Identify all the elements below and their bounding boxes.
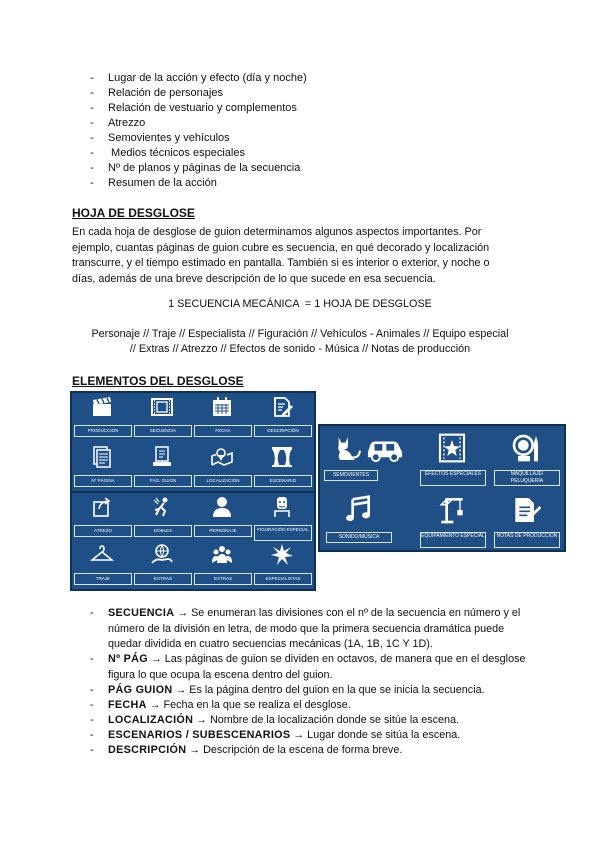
person-icon — [210, 495, 234, 519]
definition-text: Descripción de la escena de forma breve. — [200, 744, 403, 756]
element-traje — [72, 541, 132, 591]
element-figuracion-especial — [252, 493, 312, 543]
element-notas-produccion — [488, 488, 564, 558]
element-label: EXTRAS — [134, 573, 192, 585]
element-descripcion — [252, 393, 312, 443]
element-label: EXTRAS — [194, 573, 252, 585]
definition-term: FECHA — [108, 699, 147, 711]
element-extras-2 — [192, 541, 252, 591]
element-label: PERSONAJE — [194, 525, 252, 537]
definition-text: Fecha en la que se realiza el desglose. — [160, 699, 351, 711]
definition-term: LOCALIZACIÓN — [108, 714, 194, 726]
stage-curtain-icon — [270, 445, 294, 469]
map-icon — [210, 445, 234, 469]
element-label: EQUIPAMIENTO ESPECIAL — [420, 532, 486, 548]
definition-term: DESCRIPCIÓN — [108, 744, 187, 756]
arrow-glyph: → — [196, 714, 207, 726]
element-label: Nº PÁGINA — [74, 475, 132, 487]
pages-icon — [90, 445, 114, 469]
extras-icon — [150, 543, 174, 567]
notes-icon — [510, 494, 542, 526]
element-label: ESCENARIO — [254, 475, 312, 487]
explosion-icon — [270, 543, 294, 567]
element-label: MAQUILLAJE/ PELUQUERÍA — [494, 470, 560, 486]
arrow-glyph: → — [175, 684, 187, 696]
definition-text: Lugar donde se sitúa la escena. — [304, 729, 461, 741]
element-vehiculos — [360, 426, 416, 496]
element-equipamiento-especial — [414, 488, 490, 558]
element-fecha — [192, 393, 252, 443]
element-label: TRAJE — [74, 573, 132, 585]
hoja-equation: 1 SECUENCIA MECÁNICA = 1 HOJA DE DESGLOSE — [168, 298, 432, 310]
car-icon — [364, 432, 406, 464]
element-label: PÁG. GUION — [134, 475, 192, 487]
definition-term: SECUENCIA — [108, 607, 175, 619]
element-sonido-musica — [320, 488, 396, 558]
film-strip-icon — [150, 395, 174, 419]
share-icon — [90, 495, 114, 519]
definition-text: Es la página dentro del guion en la que se inicia la secuencia. — [186, 684, 485, 696]
definition-text: Las páginas de guion se dividen en octavos, de manera que en el desglose figura lo que ocupa la escena dentro del guion. — [108, 653, 526, 681]
elements-panel-2 — [320, 426, 564, 550]
arrow-glyph: → — [189, 744, 201, 756]
definition-term: PÁG GUION — [108, 684, 173, 696]
element-label: LOCALIZACIÓN — [194, 475, 252, 487]
element-label: FIGURACIÓN ESPECIAL — [254, 525, 312, 541]
stunt-icon — [150, 495, 174, 519]
arrow-glyph: → — [150, 653, 162, 665]
arrow-glyph: → — [149, 699, 161, 711]
element-personaje — [192, 493, 252, 543]
element-especialistas — [252, 541, 312, 591]
element-localizacion — [192, 443, 252, 493]
element-label: SONIDO/MÚSICA — [326, 532, 392, 543]
section-title-elementos: ELEMENTOS DEL DESGLOSE — [72, 374, 244, 388]
definition-item: - Nº PÁG → Las páginas de guion se dividen en octavos, de manera que en el desglose figura lo que ocupa la escena dentro del guion. — [90, 653, 526, 681]
section-title-hoja: HOJA DE DESGLOSE — [72, 206, 195, 220]
categories-line-1: Personaje // Traje // Especialista // Figuración // Vehículos - Animales // Equipo especial — [91, 328, 509, 340]
definition-text: Nombre de la localización donde se sitúe la escena. — [206, 714, 460, 726]
clapperboard-icon — [90, 395, 114, 419]
elements-panel-3 — [72, 493, 314, 589]
element-dobles — [132, 493, 192, 543]
definition-item: - SECUENCIA → Se enumeran las divisiones con el nº de la secuencia en número y el número de la división en letra, de modo que la primera secuencia dramática puede quedar dividida en cuatro secuencias mecánicas (1A, 1B, 1C Y 1D). — [90, 607, 521, 650]
edit-document-icon — [270, 395, 294, 419]
element-efectos-especiales — [414, 426, 490, 496]
element-label: DESCRIPCIÓN — [254, 425, 312, 437]
calendar-icon — [210, 395, 234, 419]
categories-line-2: // Extras // Atrezzo // Efectos de sonido - Música // Notas de producción — [129, 343, 471, 355]
element-n-pagina — [72, 443, 132, 493]
element-label: ESPECIALISTAS — [254, 573, 312, 585]
arrow-glyph: → — [293, 729, 305, 741]
element-label: SEMOVIENTES — [324, 470, 378, 481]
hanger-icon — [90, 543, 114, 567]
special-effects-icon — [436, 432, 468, 464]
crane-icon — [436, 494, 468, 526]
element-maquillaje — [488, 426, 564, 496]
element-label: FECHA — [194, 425, 252, 437]
element-produccion — [72, 393, 132, 443]
element-label: EFECTOS ESPECIALES — [420, 470, 486, 486]
element-escenario — [252, 443, 312, 493]
hoja-paragraph: En cada hoja de desglose de guion determinamos algunos aspectos importantes. Por ejemplo, cuantas páginas de guion cubre es secuencia, en qué decorado y localización transcurre, y el tiempo estimado en pantalla. También si es interior o exterior, y noche o días, además de una breve descripción de lo que sucede en esa secuencia. — [72, 226, 490, 285]
crowd-icon — [210, 543, 234, 567]
script-page-icon — [150, 445, 174, 469]
element-label: SECUENCIA — [134, 425, 192, 437]
element-label: DOBLES — [134, 525, 192, 537]
element-atrezo — [72, 493, 132, 543]
elements-panel-1 — [72, 393, 314, 493]
makeup-icon — [510, 432, 542, 464]
definition-term: ESCENARIOS / SUBESCENARIOS — [108, 729, 291, 741]
element-label: PRODUCCIÓN — [74, 425, 132, 437]
definition-text: Se enumeran las divisiones con el nº de la secuencia en número y el número de la división en letra, de modo que la primera secuencia dramática puede quedar dividida en cuatro secuencias mecánicas (1A, 1B, 1C Y 1D). — [108, 607, 521, 650]
arrow-glyph: → — [177, 607, 189, 619]
element-extras-1 — [132, 541, 192, 591]
element-label: NOTAS DE PRODUCCIÓN — [494, 532, 560, 548]
element-label: ATREZO — [74, 525, 132, 537]
element-pag-guion — [132, 443, 192, 493]
definition-term: Nº PÁG — [108, 653, 148, 665]
figuration-icon — [270, 495, 294, 519]
element-secuencia — [132, 393, 192, 443]
music-note-icon — [342, 494, 374, 526]
